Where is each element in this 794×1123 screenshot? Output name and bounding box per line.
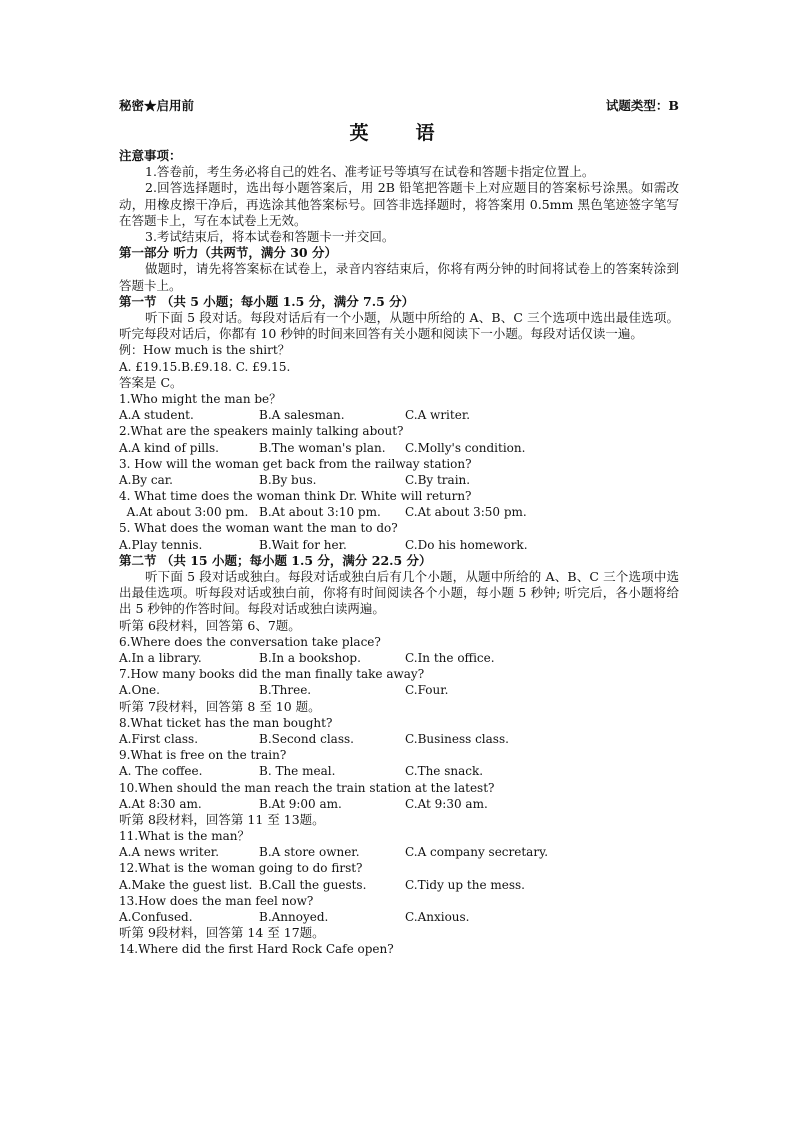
question-block [119, 520, 679, 552]
question-block [119, 893, 679, 925]
question-text: 6.Where does the conversation take place? [119, 634, 381, 649]
example-question: 例：How much is the shirt？ [119, 343, 290, 358]
question-text: 8.What ticket has the man bought? [119, 715, 333, 730]
group-label: 听第 8段材料，回答第 11 至 13题。 [119, 811, 325, 827]
question-options [119, 909, 679, 925]
question-text: 2.What are the speakers mainly talking about? [119, 424, 404, 439]
group-label: 听第 6段材料，回答第 6、7题。 [119, 617, 301, 633]
question-text: 1.Who might the man be？ [119, 391, 282, 406]
section1-heading: 第一节 （共 5 小题；每小题 1.5 分，满分 7.5 分） [119, 293, 415, 309]
option-a: A.A news writer. [119, 845, 220, 860]
question-options [119, 472, 679, 488]
notice-item: 2.回答选择题时，选出每小题答案后，用 2B 铅笔把答题卡上对应题目的答案标号涂黑。如需改动，用橡皮擦干净后，再选涂其他答案标号。回答非选择题时，将答案用 0.5mm 黑色笔迹签字笔写在答题卡上，写在本试卷上无效。 [119, 180, 679, 228]
option-b: B.In a bookshop. [259, 651, 361, 665]
group-label: 听第 9段材料，回答第 14 至 17题。 [119, 925, 325, 941]
option-a: A.A kind of pills. [119, 440, 219, 455]
option-c: C.Molly's condition. [405, 440, 526, 455]
question-block [119, 747, 679, 779]
group-label: 听第 7段材料，回答第 8 至 10 题。 [119, 698, 321, 714]
question-text: 12.What is the woman going to do first? [119, 861, 363, 876]
page-header [119, 96, 679, 116]
option-b: B.A store owner. [259, 845, 360, 860]
option-a: A.In a library. [119, 651, 202, 665]
question-text: 10.When should the man reach the train station at the latest? [119, 780, 495, 795]
question-block [119, 860, 679, 892]
option-c: C.At about 3:50 pm. [405, 505, 527, 520]
option-c: C.The snack. [405, 764, 484, 779]
option-a: A.Make the guest list. [119, 877, 253, 892]
question-text: 5. What does the woman want the man to do? [119, 521, 398, 536]
option-b: B. The meal. [259, 764, 336, 779]
option-b: B.At 9:00 am. [259, 796, 342, 811]
option-a: A.First class. [119, 731, 199, 746]
question-options [119, 682, 679, 698]
option-b: B.Second class. [259, 731, 354, 746]
notice-heading: 注意事项： [119, 148, 182, 163]
question-block [119, 488, 679, 520]
option-a: A.At 8:30 am. [119, 796, 202, 811]
question-options [119, 537, 679, 553]
question-options [119, 877, 679, 893]
question-text: 7.How many books did the man finally take away? [119, 667, 425, 682]
question-text: 3. How will the woman get back from the railway station? [119, 456, 472, 471]
exam-page [119, 96, 679, 958]
question-options [119, 731, 679, 747]
question-text: 14.Where did the first Hard Rock Cafe open? [119, 942, 394, 957]
option-b: B.Wait for her. [259, 537, 347, 552]
option-b: B.Three. [259, 683, 312, 698]
example-options: A. £19.15.B.£9.18. C. £9.15. [119, 359, 291, 374]
option-a: A.One. [119, 683, 160, 698]
question-options [119, 844, 679, 860]
option-a: A. The coffee. [119, 764, 203, 779]
option-c: C.In the office. [405, 651, 495, 665]
option-a: A.Confused. [119, 910, 193, 924]
question-text: 9.What is free on the train? [119, 748, 287, 763]
option-c: C.A writer. [405, 408, 471, 423]
question-text: 11.What is the man？ [119, 829, 250, 844]
option-a: A.Play tennis. [119, 537, 203, 552]
option-b: B.Annoyed. [259, 910, 329, 924]
section1-intro: 听下面 5 段对话。每段对话后有一个小题，从题中所给的 A、B、C 三个选项中选出最佳选项。听完每段对话后，你都有 10 秒钟的时间来回答有关小题和阅读下一小题。每段对话仅读一遍。 [119, 309, 679, 342]
example-answer: 答案是 C。 [119, 374, 183, 390]
question-options [119, 440, 679, 456]
option-b: B.By bus. [259, 472, 317, 487]
option-a: A.At about 3:00 pm. [119, 505, 249, 520]
option-c: C.A company secretary. [405, 845, 549, 860]
section2-heading: 第二节 （共 15 小题；每小题 1.5 分，满分 22.5 分） [119, 552, 432, 568]
option-c: C.By train. [405, 472, 471, 487]
question-options [119, 763, 679, 779]
question-block [119, 666, 679, 698]
notice-item: 1.答卷前，考生务必将自己的姓名、准考证号等填写在试卷和答题卡指定位置上。 [145, 164, 595, 180]
option-b: B.At about 3:10 pm. [259, 505, 381, 520]
section2-intro: 听下面 5 段对话或独白。每段对话或独白后有几个小题，从题中所给的 A、B、C 三个选项中选出最佳选项。听每段对话或独白前，你将有时间阅读各个小题，每小题 5 秒钟; 听完后，各小题将给出 5 秒钟的作答时间。每段对话或独白读两遍。 [119, 569, 679, 617]
page-title: 英 语 [349, 122, 449, 144]
part1-intro: 做题时，请先将答案标在试卷上，录音内容结束后，你将有两分钟的时间将试卷上的答案转涂到答题卡上。 [119, 261, 679, 293]
notice-item: 3.考试结束后，将本试卷和答题卡一并交回。 [145, 229, 395, 244]
option-a: A.A student. [119, 408, 194, 423]
question-options [119, 504, 679, 520]
option-c: C.Four. [405, 683, 449, 698]
question-block [119, 391, 679, 423]
option-c: C.Do his homework. [405, 537, 528, 552]
question-block [119, 423, 679, 455]
question-block [119, 828, 679, 860]
option-b: B.The woman's plan. [259, 440, 386, 455]
part1-heading: 第一部分 听力（共两节，满分 30 分） [119, 245, 337, 261]
question-options [119, 407, 679, 423]
question-text: 13.How does the man feel now? [119, 893, 314, 908]
question-text: 4. What time does the woman think Dr. White will return? [119, 489, 472, 504]
option-a: A.By car. [119, 472, 173, 487]
question-block [119, 941, 679, 957]
option-b: B.A salesman. [259, 408, 345, 423]
question-options [119, 796, 679, 812]
option-c: C.Anxious. [405, 910, 470, 924]
option-c: C.Business class. [405, 731, 509, 746]
question-block [119, 780, 679, 812]
option-c: C.At 9:30 am. [405, 796, 488, 811]
question-block [119, 715, 679, 747]
question-block [119, 456, 679, 488]
question-options [119, 650, 679, 666]
paper-type-label: 试题类型：B [605, 98, 679, 113]
option-b: B.Call the guests. [259, 877, 367, 892]
option-c: C.Tidy up the mess. [405, 877, 525, 892]
question-block [119, 634, 679, 666]
confidential-label: 秘密★启用前 [119, 98, 195, 113]
